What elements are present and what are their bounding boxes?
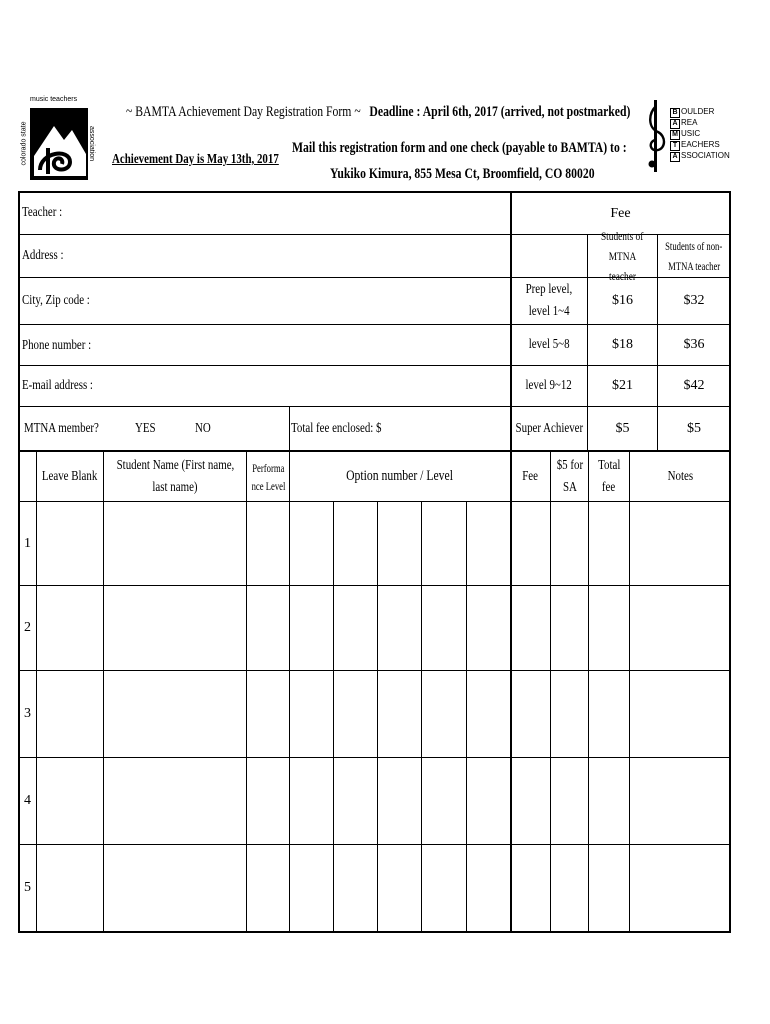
teacher-label: Teacher : [22, 205, 63, 220]
deadline-text: Deadline : April 6th, 2017 (arrived, not postmarked) [369, 104, 631, 120]
header-sa-fee: $5 for SA [556, 457, 583, 495]
row-number: 5 [24, 880, 31, 895]
bamta-logo [646, 98, 730, 176]
address-label: Address : [22, 248, 64, 263]
logo-arc-text: music teachers [30, 96, 78, 103]
total-fee-label: Total fee enclosed: $ [291, 421, 382, 436]
mtna-member-label: MTNA member? [24, 421, 99, 436]
city-zip-label: City, Zip code : [22, 293, 90, 308]
row-number: 4 [24, 793, 31, 808]
mail-address: Yukiko Kimura, 855 Mesa Ct, Broomfield, CO 80020 [330, 166, 595, 182]
logo-left-text: colorado state [20, 121, 28, 166]
fee-sa-non-mtna: $5 [687, 420, 701, 436]
fee-prep-non-mtna: $32 [683, 293, 705, 308]
email-label: E-mail address : [22, 378, 93, 393]
logo-right-text: association [88, 125, 96, 162]
fee-level-9-12: level 9~12 [525, 378, 573, 393]
fee-5-8-mtna: $18 [612, 337, 633, 352]
header-total-fee: Total fee [597, 457, 621, 495]
mail-instruction: Mail this registration form and one check (payable to BAMTA) to : [292, 140, 627, 156]
fee-level-5-8: level 5~8 [528, 337, 570, 352]
achievement-day: Achievement Day is May 13th, 2017 [112, 152, 279, 167]
bamta-words: B OULDER A REA M USIC T EACHERS A SSOCIATION [670, 107, 730, 162]
header-fee: Fee [522, 468, 539, 484]
form-title [126, 104, 630, 121]
col-non-mtna-header: Students of non- MTNA teacher [665, 239, 723, 273]
header-notes: Notes [667, 468, 693, 484]
fee-9-12-mtna: $21 [612, 378, 633, 393]
fee-prep-mtna: $16 [612, 293, 633, 308]
cmta-logo [20, 96, 112, 188]
row-number: 1 [24, 535, 31, 551]
fee-title: Fee [610, 205, 631, 221]
header-option-level: Option number / Level [346, 468, 454, 484]
treble-clef-icon [646, 98, 668, 174]
row-number: 2 [24, 620, 31, 635]
phone-label: Phone number : [22, 338, 92, 353]
header-leave-blank: Leave Blank [42, 468, 98, 484]
fee-sa-mtna: $5 [615, 420, 630, 436]
header-student-name: Student Name (First name, last name) [116, 457, 234, 495]
fee-5-8-non-mtna: $36 [683, 337, 705, 352]
mtna-yes-option[interactable]: YES [135, 421, 156, 436]
fee-level-prep: Prep level, level 1~4 [525, 282, 573, 319]
header-performance-level: Performa nce Level [251, 460, 285, 493]
mtna-no-option[interactable]: NO [195, 421, 211, 436]
row-number: 3 [24, 706, 31, 721]
col-mtna-header: Students of MTNA teacher [601, 229, 644, 283]
title-text: ~ BAMTA Achievement Day Registration Form ~ [126, 104, 361, 120]
fee-super-achiever: Super Achiever [515, 420, 583, 436]
fee-9-12-non-mtna: $42 [683, 378, 705, 393]
